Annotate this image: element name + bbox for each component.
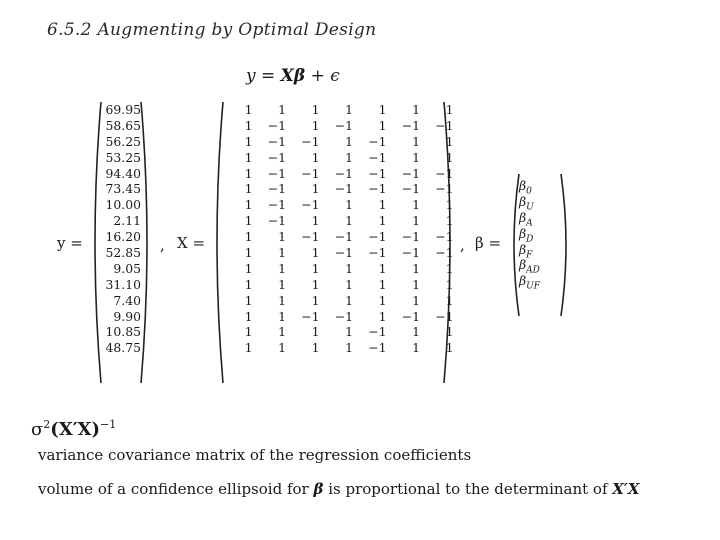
beta-label: β = <box>475 234 502 252</box>
x-entry: 1 <box>244 340 253 356</box>
x-entry: −1 <box>401 165 420 181</box>
x-entry: 1 <box>445 276 454 292</box>
covariance-description: variance covariance matrix of the regression coefficients <box>38 446 472 464</box>
y-entry: 9.05 <box>113 260 141 276</box>
x-entry: −1 <box>267 149 286 165</box>
eq-y: y <box>246 66 256 86</box>
x-entry: 1 <box>378 213 387 229</box>
x-entry: 1 <box>345 340 353 356</box>
x-entry: 1 <box>311 324 320 340</box>
y-entry: 69.95 <box>105 102 141 117</box>
x-entry: 1 <box>278 276 286 292</box>
cov-square: 2 <box>43 418 51 431</box>
x-entry: 1 <box>244 102 253 117</box>
x-entry: 1 <box>311 117 320 133</box>
y-entry: 9.90 <box>113 308 141 324</box>
separator-comma-2: , <box>460 236 465 254</box>
x-entry: −1 <box>435 308 454 324</box>
x-entry: −1 <box>401 245 420 261</box>
x-entry: 1 <box>345 102 353 117</box>
x-entry: −1 <box>267 197 286 213</box>
y-row <box>99 324 141 340</box>
x-row <box>219 166 454 182</box>
separator-comma-1: , <box>160 236 165 254</box>
x-matrix <box>211 100 456 385</box>
x-entry: 1 <box>345 133 353 149</box>
x-entry: 1 <box>378 308 387 324</box>
x-entry: 1 <box>378 197 387 213</box>
y-row <box>99 166 141 182</box>
x-entry: −1 <box>401 229 420 245</box>
y-row <box>99 309 141 325</box>
x-row <box>219 277 454 293</box>
y-row <box>99 102 141 118</box>
x-entry: 1 <box>311 213 320 229</box>
x-entry: 1 <box>345 276 353 292</box>
x-entry: −1 <box>334 229 353 245</box>
x-entry: 1 <box>345 260 353 276</box>
x-entry: −1 <box>368 245 387 261</box>
x-entry: 1 <box>345 213 353 229</box>
x-entry: 1 <box>378 276 387 292</box>
x-entry: 1 <box>244 276 253 292</box>
x-entry: −1 <box>301 165 320 181</box>
x-entry: 1 <box>244 149 253 165</box>
y-row <box>99 293 141 309</box>
x-entry: 1 <box>278 260 286 276</box>
beta-entry: $\beta_A$ <box>519 209 533 229</box>
x-entry: −1 <box>435 245 454 261</box>
x-entry: 1 <box>445 213 454 229</box>
x-entry: 1 <box>345 197 353 213</box>
x-entry: 1 <box>412 292 420 308</box>
y-row <box>99 261 141 277</box>
x-entry: 1 <box>278 102 286 117</box>
y-entry: 53.25 <box>105 149 141 165</box>
x-entry: 1 <box>244 324 253 340</box>
x-matrix-entries <box>219 102 454 356</box>
x-entry: −1 <box>301 133 320 149</box>
x-entry: 1 <box>445 149 454 165</box>
y-entry: 16.20 <box>105 229 141 245</box>
y-entry: 10.85 <box>105 324 141 340</box>
y-vector-entries <box>99 102 141 356</box>
x-entry: 1 <box>445 197 454 213</box>
x-entry: −1 <box>334 245 353 261</box>
beta-row <box>519 257 561 276</box>
cov-prefix: σ <box>31 419 44 440</box>
x-entry: 1 <box>244 165 253 181</box>
x-entry: 1 <box>345 324 353 340</box>
x-entry: 1 <box>311 276 320 292</box>
x-entry: 1 <box>278 308 286 324</box>
x-row <box>219 102 454 118</box>
x-row <box>219 150 454 166</box>
x-entry: 1 <box>412 324 420 340</box>
covariance-expression <box>31 418 116 440</box>
section-heading: 6.5.2 Augmenting by Optimal Design <box>47 20 377 40</box>
x-row <box>219 340 454 356</box>
x-entry: −1 <box>368 229 387 245</box>
x-entry: 1 <box>244 260 253 276</box>
x-entry: 1 <box>445 260 454 276</box>
x-entry: 1 <box>311 245 320 261</box>
y-entry: 31.10 <box>105 276 141 292</box>
x-entry: −1 <box>368 340 387 356</box>
line2-part-a: volume of a confidence ellipsoid for <box>38 480 309 498</box>
x-row <box>219 293 454 309</box>
x-entry: 1 <box>345 149 353 165</box>
x-row <box>219 245 454 261</box>
beta-entry: $\beta_{AD}$ <box>519 257 540 276</box>
y-vector <box>91 100 151 385</box>
beta-entry: $\beta_F$ <box>519 241 533 261</box>
x-entry: 1 <box>244 229 253 245</box>
x-entry: −1 <box>301 308 320 324</box>
x-entry: 1 <box>412 213 420 229</box>
eq-X: X <box>280 66 294 86</box>
y-row <box>99 181 141 197</box>
x-entry: 1 <box>244 197 253 213</box>
beta-row <box>519 273 561 292</box>
x-entry: −1 <box>301 197 320 213</box>
x-entry: 1 <box>412 340 420 356</box>
x-entry: 1 <box>378 260 387 276</box>
x-entry: 1 <box>244 117 253 133</box>
x-entry: −1 <box>401 308 420 324</box>
x-entry: 1 <box>244 181 253 197</box>
x-entry: 1 <box>244 213 253 229</box>
x-entry: 1 <box>311 340 320 356</box>
x-entry: 1 <box>278 229 286 245</box>
y-row <box>99 277 141 293</box>
x-entry: 1 <box>311 149 320 165</box>
x-entry: 1 <box>378 102 387 117</box>
x-entry: −1 <box>267 117 286 133</box>
y-label: y = <box>57 234 83 252</box>
y-entry: 52.85 <box>105 245 141 261</box>
x-entry: −1 <box>435 165 454 181</box>
y-row <box>99 134 141 150</box>
beta-row <box>519 225 561 245</box>
x-entry: 1 <box>378 117 387 133</box>
x-row <box>219 213 454 229</box>
x-row <box>219 261 454 277</box>
y-row <box>99 197 141 213</box>
line2-beta: β <box>313 480 324 498</box>
y-row <box>99 229 141 245</box>
eq-epsilon: ϵ <box>330 66 340 86</box>
x-entry: 1 <box>445 292 454 308</box>
y-entry: 48.75 <box>105 340 141 356</box>
x-entry: 1 <box>445 102 454 117</box>
x-entry: −1 <box>267 213 286 229</box>
x-entry: −1 <box>435 229 454 245</box>
beta-entry: $\beta_D$ <box>519 225 534 245</box>
x-entry: 1 <box>412 149 420 165</box>
cov-exponent: −1 <box>100 418 117 431</box>
beta-entry: $\beta_0$ <box>519 178 532 197</box>
x-entry: 1 <box>244 133 253 149</box>
x-entry: −1 <box>435 117 454 133</box>
x-entry: 1 <box>445 324 454 340</box>
x-label: X = <box>177 234 206 252</box>
x-row <box>219 324 454 340</box>
x-entry: 1 <box>412 276 420 292</box>
eq-equals: = <box>261 66 276 86</box>
x-entry: −1 <box>301 229 320 245</box>
x-entry: −1 <box>368 165 387 181</box>
x-entry: 1 <box>445 340 454 356</box>
x-entry: −1 <box>435 181 454 197</box>
x-entry: 1 <box>412 260 420 276</box>
x-row <box>219 181 454 197</box>
x-entry: 1 <box>412 102 420 117</box>
line2-xtx: X′X <box>612 480 640 498</box>
y-entry: 7.40 <box>113 292 141 308</box>
x-entry: 1 <box>345 292 353 308</box>
y-row <box>99 213 141 229</box>
x-entry: −1 <box>267 165 286 181</box>
x-row <box>219 309 454 325</box>
y-entry: 94.40 <box>105 165 141 181</box>
x-entry: −1 <box>334 181 353 197</box>
x-entry: −1 <box>401 117 420 133</box>
cov-expr: (X′X) <box>50 419 101 440</box>
x-entry: 1 <box>244 245 253 261</box>
y-row <box>99 245 141 261</box>
beta-row <box>519 193 561 213</box>
y-entry: 2.11 <box>113 213 141 229</box>
x-entry: −1 <box>368 133 387 149</box>
beta-row <box>519 178 561 197</box>
beta-entry: $\beta_U$ <box>519 193 534 213</box>
x-row <box>219 197 454 213</box>
x-row <box>219 229 454 245</box>
x-entry: 1 <box>412 197 420 213</box>
x-entry: 1 <box>278 340 286 356</box>
x-row <box>219 118 454 134</box>
x-entry: 1 <box>311 292 320 308</box>
x-entry: 1 <box>278 292 286 308</box>
x-entry: 1 <box>378 292 387 308</box>
x-entry: −1 <box>334 117 353 133</box>
x-entry: −1 <box>267 181 286 197</box>
eq-beta: β <box>293 66 306 86</box>
y-entry: 73.45 <box>105 181 141 197</box>
beta-vector <box>509 172 571 318</box>
x-entry: −1 <box>368 149 387 165</box>
x-entry: 1 <box>278 245 286 261</box>
y-row <box>99 150 141 166</box>
y-row <box>99 340 141 356</box>
x-entry: 1 <box>278 324 286 340</box>
x-entry: −1 <box>267 133 286 149</box>
beta-vector-entries <box>519 178 561 292</box>
x-entry: −1 <box>334 308 353 324</box>
x-entry: 1 <box>311 260 320 276</box>
y-row <box>99 118 141 134</box>
x-entry: 1 <box>311 181 320 197</box>
x-entry: 1 <box>244 308 253 324</box>
x-entry: 1 <box>445 133 454 149</box>
x-entry: −1 <box>368 181 387 197</box>
x-entry: −1 <box>334 165 353 181</box>
beta-row <box>519 209 561 229</box>
y-entry: 10.00 <box>105 197 141 213</box>
beta-entry: $\beta_{UF}$ <box>519 273 541 292</box>
x-row <box>219 134 454 150</box>
x-entry: −1 <box>401 181 420 197</box>
x-entry: −1 <box>368 324 387 340</box>
model-equation <box>246 66 340 86</box>
eq-plus: + <box>310 66 325 86</box>
confidence-ellipsoid-text <box>38 480 640 498</box>
y-entry: 58.65 <box>105 117 141 133</box>
x-entry: 1 <box>244 292 253 308</box>
line2-part-b: is proportional to the determinant of <box>328 480 608 498</box>
x-entry: 1 <box>311 102 320 117</box>
x-entry: 1 <box>412 133 420 149</box>
beta-row <box>519 241 561 261</box>
y-entry: 56.25 <box>105 133 141 149</box>
